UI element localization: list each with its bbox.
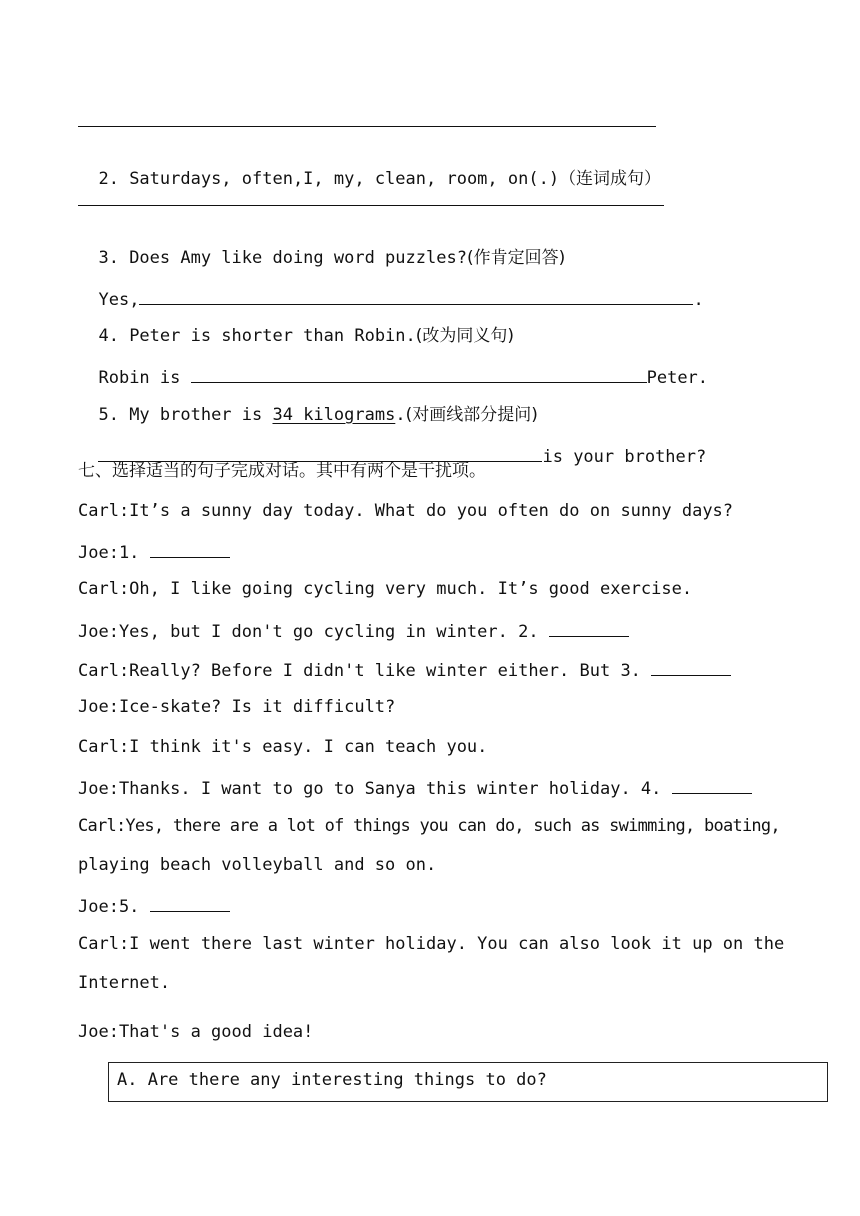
dialogue-text: Joe:That's a good idea! [78,1022,314,1042]
dialogue-line [78,775,752,800]
dialogue-blank-2[interactable] [549,618,629,637]
dialogue-text: Joe:Thanks. I want to go to Sanya this winter holiday. 4. [78,779,672,799]
answer-line-q1[interactable] [78,126,656,127]
question-5 [78,382,538,426]
section-7-heading: 七、选择适当的句子完成对话。其中有两个是干扰项。 [78,461,486,481]
dialogue-blank-1[interactable] [150,539,230,558]
answer-line-q2[interactable] [78,205,664,206]
dialogue-text: Carl:Oh, I like going cycling very much. It’s good exercise. [78,579,693,599]
question-3-instruction: (作肯定回答) [466,248,566,268]
dialogue-line [78,854,436,876]
dialogue-text: Carl:I think it's easy. I can teach you. [78,737,488,757]
dialogue-text: Carl:It’s a sunny day today. What do you often do on sunny days? [78,501,734,521]
dialogue-text: Joe:1. [78,543,150,563]
question-4-text: 4. Peter is shorter than Robin. [98,326,416,346]
dialogue-line [78,893,230,918]
dialogue-line [78,972,170,994]
dialogue-text: Joe:Yes, but I don't go cycling in winter. 2. [78,622,549,642]
dialogue-text: Joe:Ice-skate? Is it difficult? [78,697,396,717]
dialogue-text: Joe:5. [78,897,150,917]
question-2-text: 2. Saturdays, often,I, my, clean, room, on(.) [98,169,560,189]
question-4 [78,303,514,347]
question-5-rest: . [395,405,406,425]
dialogue-text: Carl:I went there last winter holiday. You can also look it up on the [78,934,785,954]
question-4-instruction: (改为同义句) [415,326,515,346]
question-2-instruction: （连词成句） [559,169,662,189]
question-3 [78,225,565,269]
dialogue-line [78,618,629,643]
dialogue-text: Carl:Yes, there are a lot of things you can do, such as swimming, boating, [78,816,780,836]
question-4-answer-prefix: Robin is [98,368,191,388]
question-5-instruction: (对画线部分提问) [405,405,538,425]
question-5-answer-suffix: is your brother? [542,447,707,467]
dialogue-line [78,696,395,718]
question-3-answer-suffix: . [693,290,704,310]
dialogue-line [78,578,692,600]
dialogue-text: Carl:Really? Before I didn't like winter either. But 3. [78,661,652,681]
question-4-answer-suffix: Peter. [646,368,709,388]
question-2 [78,146,661,190]
dialogue-line [78,815,780,837]
dialogue-line [78,500,733,522]
option-a: A. Are there any interesting things to do? [117,1070,547,1090]
dialogue-blank-5[interactable] [150,893,230,912]
dialogue-line [78,736,487,758]
options-box [108,1062,828,1102]
dialogue-text: playing beach volleyball and so on. [78,855,437,875]
question-5-prefix: 5. My brother is [98,405,273,425]
dialogue-line [78,539,230,564]
dialogue-blank-4[interactable] [672,775,752,794]
dialogue-line [78,657,731,682]
dialogue-text: Internet. [78,973,171,993]
question-3-text: 3. Does Amy like doing word puzzles? [98,248,467,268]
dialogue-line [78,933,784,955]
question-5-underlined: 34 kilograms [272,405,396,425]
dialogue-blank-3[interactable] [651,657,731,676]
answer-blank-q4[interactable] [191,364,647,383]
question-3-answer-prefix: Yes, [98,290,140,310]
dialogue-line [78,1021,313,1043]
